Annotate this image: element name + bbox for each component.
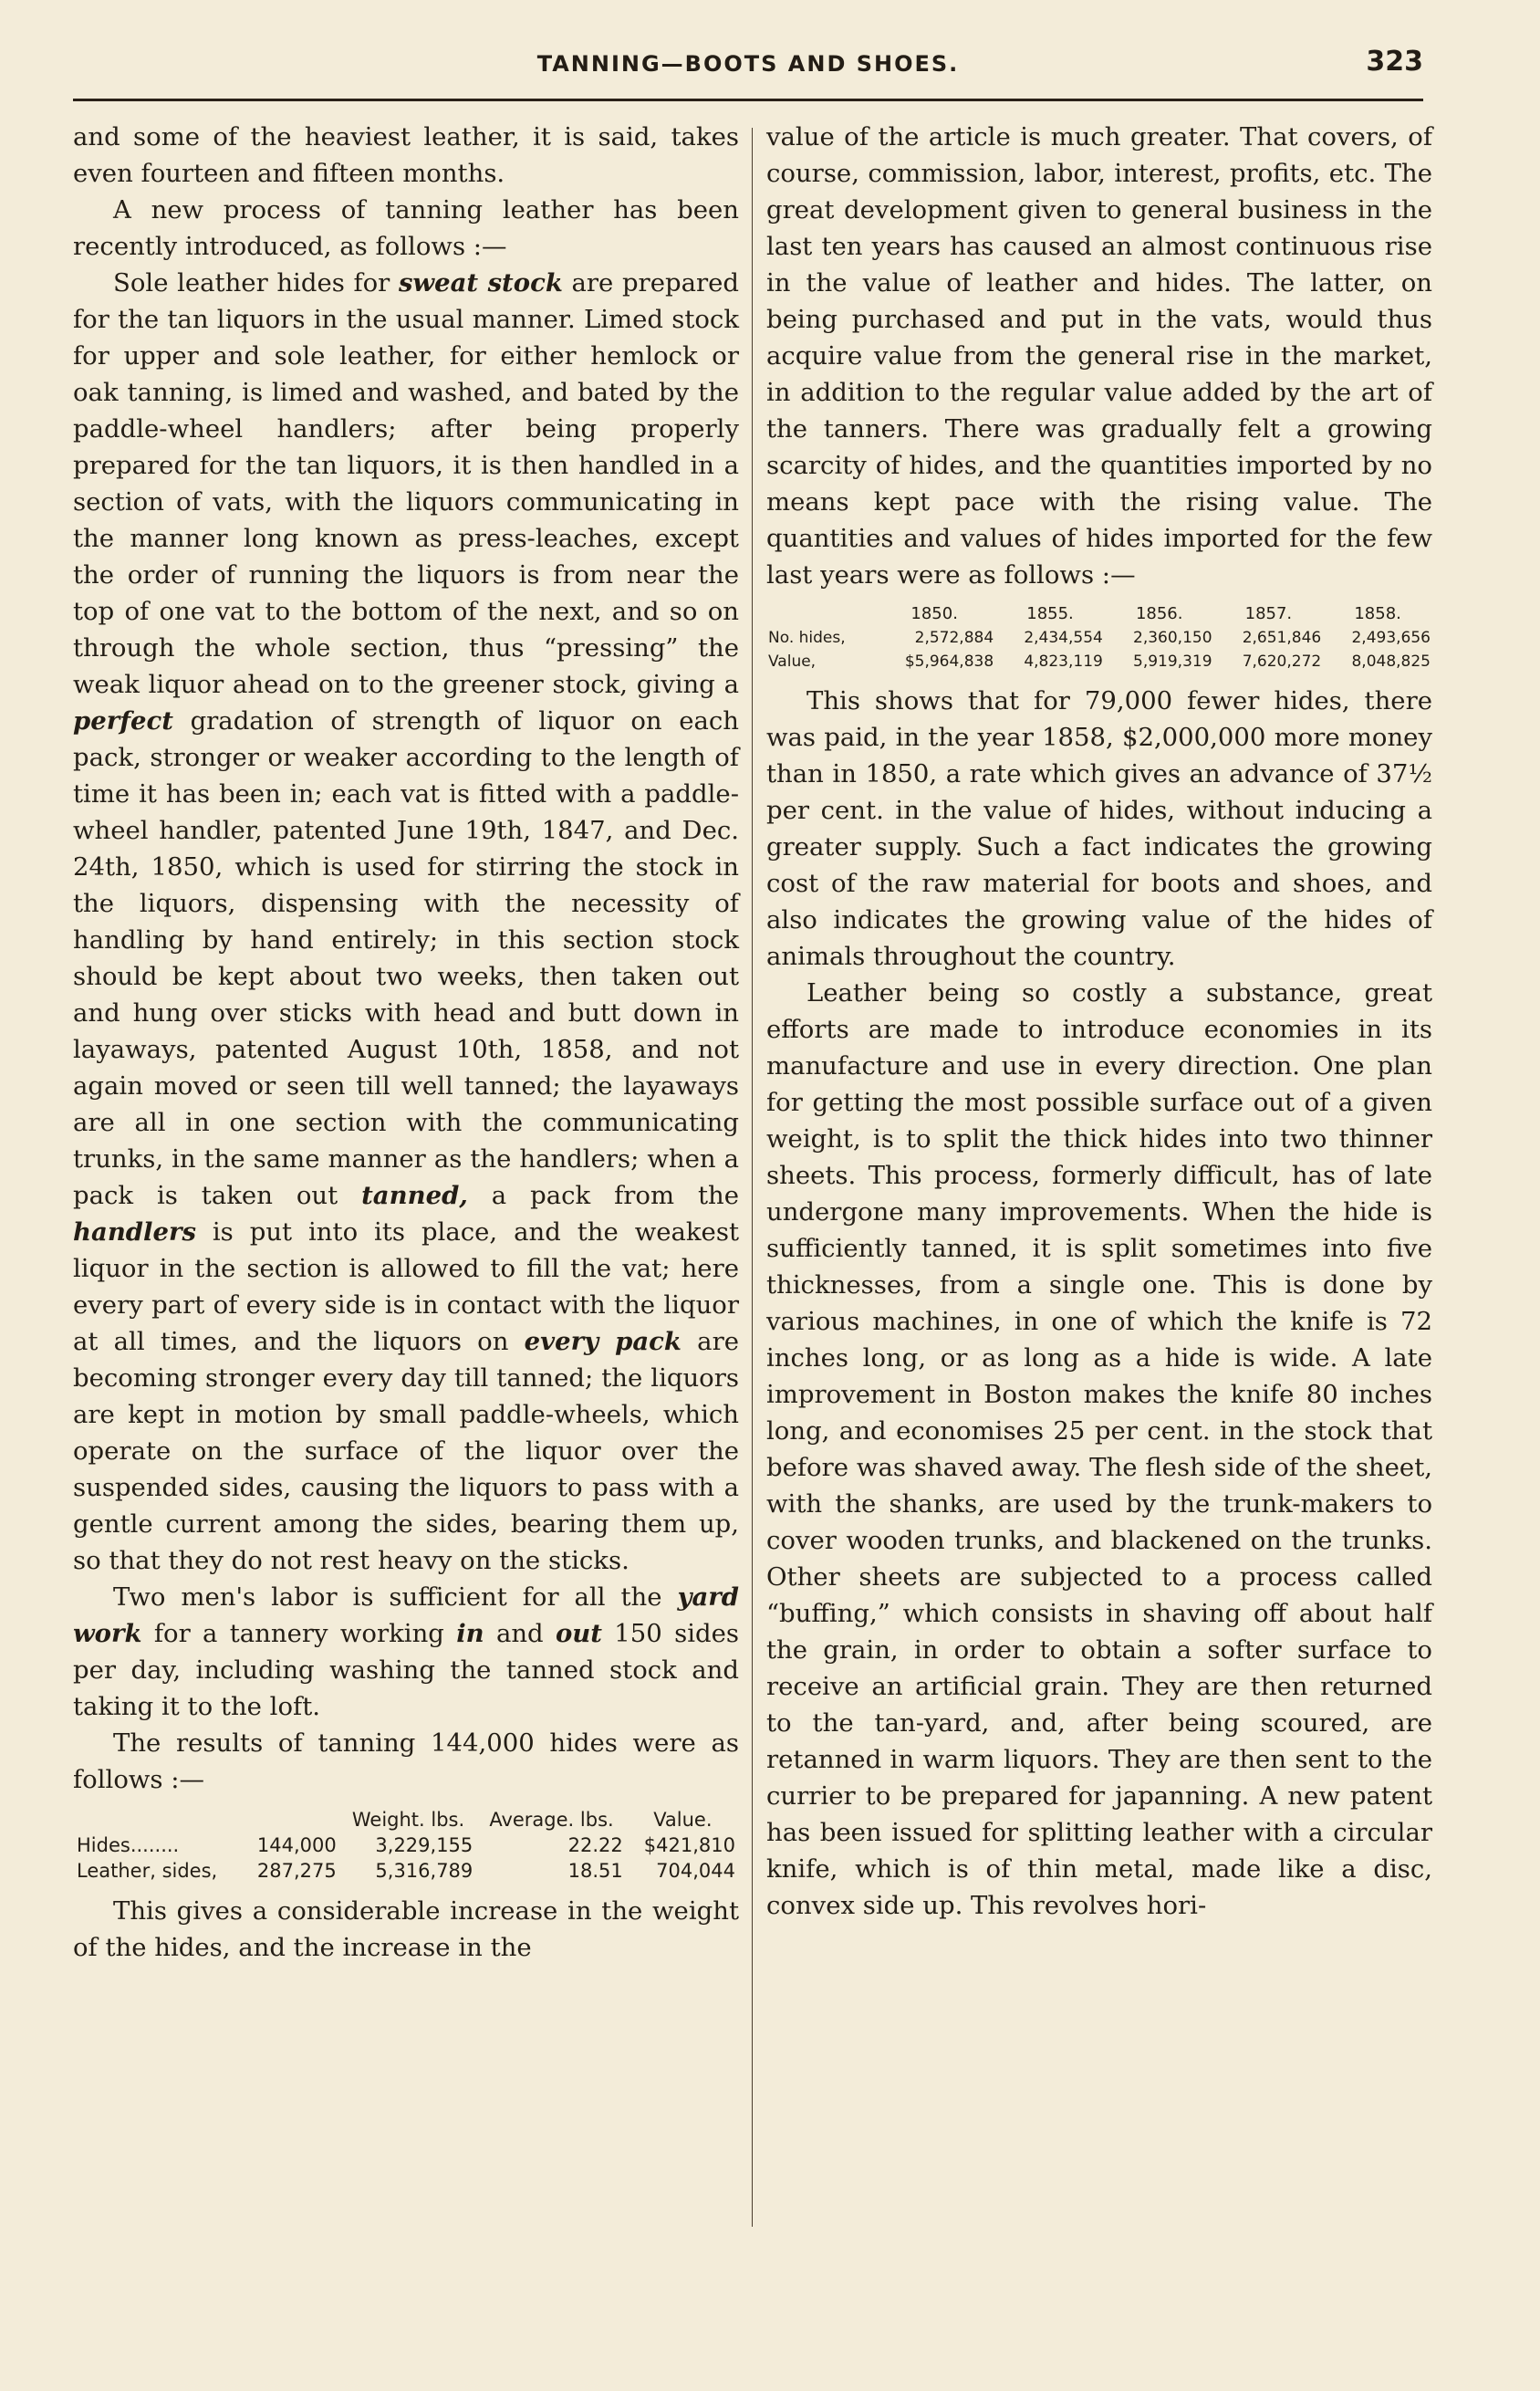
table-cell: 2,360,150 (1133, 629, 1212, 647)
paragraph: The results of tanning 144,000 hides were as follows :— (73, 1728, 739, 1794)
table-cell: No. hides, (768, 629, 846, 647)
table-header-year: 1850. (910, 604, 958, 623)
text-run: is put into its place, and the weakest liquor in the section is allowed to fill the vat; here every part of every side is in contact with the liquor at all times, and the liquors on (73, 1217, 739, 1356)
paragraph: A new process of tanning leather has been recently introduced, as follows :— (73, 195, 739, 261)
paragraph: and some of the heaviest leather, it is said, takes even fourteen and fifteen months. (73, 122, 739, 188)
table-header-weight: Weight. lbs. (351, 1809, 465, 1831)
italic-term: in (456, 1619, 484, 1648)
table-row (766, 650, 1432, 673)
table-header-year: 1856. (1135, 604, 1183, 623)
table-cell: Value, (768, 653, 817, 671)
table-header-row (73, 1807, 739, 1832)
paragraph: This gives a considerable increase in the weight of the hides, and the increase in the (73, 1896, 739, 1962)
paragraph: This shows that for 79,000 fewer hides, there was paid, in the year 1858, $2,000,000 more money than in 1850, a rate which gives an advance of 37½ per cent. in the value of hides, without inducing a greater supply. Such a fact indicates the growing cost of the raw material for boots and shoes, and also indicates the growing value of the hides of animals throughout the country. (766, 686, 1432, 971)
table-row (766, 626, 1432, 650)
text-run: Two men's labor is sufficient for all the (113, 1582, 678, 1612)
table-cell: Leather, sides, (77, 1860, 218, 1882)
column-divider (752, 128, 753, 2227)
table-cell: 2,651,846 (1242, 629, 1322, 647)
table-header-year: 1857. (1244, 604, 1293, 623)
table-header-row (766, 602, 1432, 626)
header-rule (73, 99, 1423, 101)
text-run: a pack from the (467, 1181, 739, 1210)
table-header-average: Average. lbs. (489, 1809, 614, 1831)
text-run: are prepared for the tan liquors in the usual manner. Limed stock for upper and sole leather, for either hemlock or oak tanning, is limed and washed, and bated by the paddle-wheel handlers; after being properly prepared for the tan liquors, it is then handled in a section of vats, with the liquors communicating in the manner long known as press-leaches, except the order of running the liquors is from near the top of one vat to the bottom of the next, and so on through the whole section, thus “pressing” the weak liquor ahead on to the greener stock, giving a (73, 268, 739, 699)
table-header-year: 1858. (1354, 604, 1401, 623)
page-number: 323 (1366, 46, 1423, 78)
paragraph-new-process (73, 265, 739, 1579)
table-cell: 8,048,825 (1351, 653, 1431, 671)
right-column (766, 119, 1432, 1924)
text-run: are becoming stronger every day till tanned; the liquors are kept in motion by small paddle-wheels, which operate on the surface of the liquor over the suspended sides, causing the liquors to pass with a gentle current among the sides, bearing them up, so that they do not rest heavy on the sticks. (73, 1327, 739, 1575)
table-header-cell (242, 1807, 340, 1832)
table-cell: 4,823,119 (1024, 653, 1103, 671)
table-cell: 2,434,554 (1024, 629, 1103, 647)
table-cell: 287,275 (256, 1860, 337, 1882)
table-row (73, 1832, 739, 1858)
text-run: for a tannery working (141, 1619, 457, 1648)
tanning-results-table (73, 1807, 739, 1884)
table-cell: 2,572,884 (914, 629, 994, 647)
table-header-cell (766, 602, 873, 626)
table-cell: 7,620,272 (1242, 653, 1322, 671)
hides-imported-table (766, 602, 1432, 673)
italic-term: perfect (73, 706, 173, 736)
left-column (73, 119, 739, 1966)
italic-term: handlers (73, 1217, 196, 1247)
table-header-cell (73, 1807, 242, 1832)
italic-term: tanned, (361, 1181, 468, 1210)
paragraph-labor (73, 1579, 739, 1725)
table-cell: $421,810 (643, 1834, 735, 1856)
table-cell: 22.22 (567, 1834, 623, 1856)
table-cell: Hides........ (77, 1834, 180, 1856)
table-header-year: 1855. (1026, 604, 1074, 623)
text-run: 150 sides per day, including washing the tanned stock and taking it to the loft. (73, 1619, 739, 1721)
italic-term: yard work (73, 1582, 739, 1648)
italic-term: out (555, 1619, 602, 1648)
table-cell: $5,964,838 (904, 653, 994, 671)
italic-term: sweat stock (398, 268, 563, 298)
table-cell: 2,493,656 (1351, 629, 1431, 647)
table-cell: 704,044 (656, 1860, 735, 1882)
text-run: Sole leather hides for (113, 268, 399, 298)
italic-term: every pack (524, 1327, 682, 1356)
paragraph: value of the article is much greater. That covers, of course, commission, labor, interest, profits, etc. The great development given to general business in the last ten years has caused an almost continuous rise in the value of leather and hides. The latter, on being purchased and put in the vats, would thus acquire value from the general rise in the market, in addition to the regular value added by the art of the tanners. There was gradually felt a growing scarcity of hides, and the quantities imported by no means kept pace with the rising value. The quantities and values of hides imported for the few last years were as follows :— (766, 122, 1432, 590)
text-run: and (484, 1619, 556, 1648)
table-cell: 5,316,789 (375, 1860, 473, 1882)
paragraph: Leather being so costly a substance, great efforts are made to introduce economies in its manufacture and use in every direction. One plan for getting the most possible surface out of a given weight, is to split the thick hides into two thinner sheets. This process, formerly difficult, has of late undergone many improvements. When the hide is sufficiently tanned, it is split sometimes into five thicknesses, from a single one. This is done by various machines, in one of which the knife is 72 inches long, or as long as a hide is wide. A late improvement in Boston makes the knife 80 inches long, and economises 25 per cent. in the stock that before was shaved away. The flesh side of the sheet, with the shanks, are used by the trunk-makers to cover wooden trunks, and blackened on the trunks. Other sheets are subjected to a process called “buffing,” which consists in shaving off about half the grain, in order to obtain a softer surface to receive an artificial grain. They are then returned to the tan-yard, and, after being scoured, are retanned in warm liquors. They are then sent to the currier to be prepared for japanning. A new patent has been issued for splitting leather with a circular knife, which is of thin metal, made like a disc, convex side up. This revolves hori- (766, 978, 1432, 1920)
table-cell: 5,919,319 (1133, 653, 1212, 671)
table-cell: 3,229,155 (375, 1834, 473, 1856)
page-header (73, 46, 1423, 88)
table-header-value: Value. (653, 1809, 713, 1831)
table-cell: 18.51 (567, 1860, 623, 1882)
running-title: TANNING—BOOTS AND SHOES. (536, 51, 960, 77)
table-cell: 144,000 (256, 1834, 337, 1856)
text-run: gradation of strength of liquor on each pack, stronger or weaker according to the length of time it has been in; each vat is fitted with a paddle-wheel handler, patented June 19th, 1847, and Dec. 24th, 1850, which is used for stirring the stock in the liquors, dispensing with the necessity of handling by hand entirely; in this section stock should be kept about two weeks, then taken out and hung over sticks with head and butt down in layaways, patented August 10th, 1858, and not again moved or seen till well tanned; the layaways are all in one section with the communicating trunks, in the same manner as the handlers; when a pack is taken out (73, 706, 739, 1210)
table-row (73, 1858, 739, 1884)
